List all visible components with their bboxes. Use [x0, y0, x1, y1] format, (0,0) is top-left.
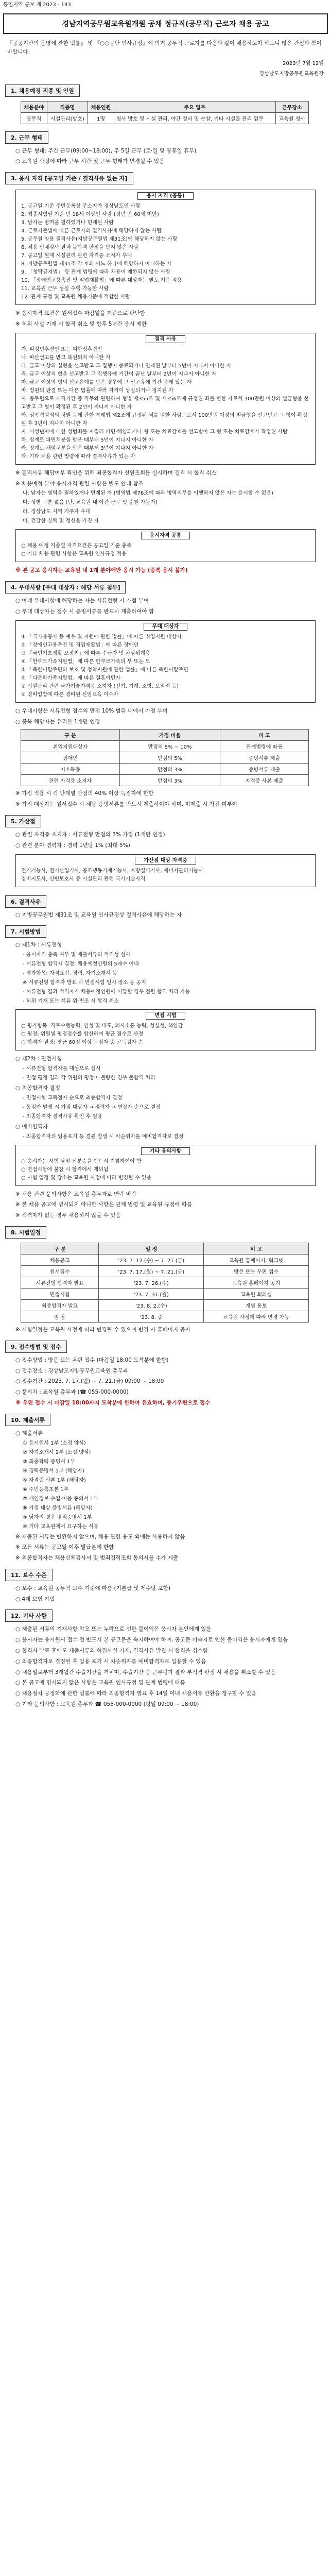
table-cell: '23. 7. 12.(수) ~ 7. 21.(금)	[99, 1254, 204, 1265]
list-item: ○ 최종합격자 결정	[15, 1084, 60, 1091]
list-item: ① 「국가유공자 등 예우 및 지원에 관한 법률」에 따른 취업지원 대상자	[21, 634, 182, 640]
table-row	[21, 741, 309, 752]
list-item: ○ 합격자 결정: 평균 60점 이상 득점자 중 고득점자 순	[21, 1040, 143, 1046]
list-item: 7. 공고일 현재 시설관리 관련 자격증 소지자 우대	[21, 253, 132, 259]
eligibility-box	[15, 190, 316, 305]
section-header: 10. 제출서류	[5, 1414, 50, 1426]
table-header: 비 고	[220, 730, 308, 741]
list-item: ⑤ 「북한이탈주민의 보호 및 정착지원에 관한 법률」에 따른 북한이탈주민	[21, 667, 188, 673]
list-item: 11. 교육원 근무 성실 수행 가능한 사람	[21, 286, 109, 292]
list-item: ○ 문의처 : 교육원 총무과 (☎ 055-000-0000)	[15, 1389, 129, 1396]
table-row	[21, 752, 309, 764]
table-cell: 공무직	[21, 112, 47, 124]
table-cell: 만점의 5% ~ 10%	[120, 741, 220, 752]
section-header: 5. 가산점	[5, 815, 41, 827]
table-cell: 교육원 회의실	[204, 1288, 309, 1299]
section-header: 1. 채용예정 직종 및 인원	[5, 84, 80, 97]
intro-text: 『공공기관의 운영에 관한 법률』 및 『○○공단 인사규정』에 의거 공무직 근로자를 다음과 같이 채용하고자 하오니 많은 관심과 참여 바랍니다.	[7, 40, 322, 55]
list-item: ○ 채용일로부터 3개월간 수습기간을 거치며, 수습기간 중 근무평가 결과 부적격 판정 시 채용을 취소할 수 있음	[15, 1669, 276, 1675]
list-item: ○ 응시자는 응시원서 접수 전 반드시 본 공고문을 숙지하여야 하며, 공고문 미숙지로 인한 불이익은 응시자에게 있음	[15, 1637, 288, 1643]
table-row	[21, 1254, 309, 1265]
list-item: - 허위 기재 또는 서류 위·변조 시 합격 취소	[23, 998, 119, 1005]
list-item: - 서류전형 합격자 결정: 채용예정인원의 5배수 이내	[23, 961, 139, 968]
list-item: ※ 결격사유 해당여부 확인을 위해 최종합격자 신원조회를 실시하며 결격 시 합격 취소	[15, 469, 217, 476]
list-item: ○ 평가항목: 직무수행능력, 인성 및 태도, 의사소통 능력, 성실성, 책임감	[21, 1023, 183, 1029]
table-cell: 만점의 3%	[120, 764, 220, 775]
list-item: ○ 예비합격자	[15, 1123, 48, 1130]
list-item: ○ 채용 예정 직종별 자격요건은 공고일 기준 충족	[21, 543, 132, 549]
list-item: ※ 채용 관련 문의사항은 교육원 총무과로 연락 바람	[15, 1191, 137, 1197]
table-cell: 방문 또는 우편 접수	[204, 1265, 309, 1277]
list-item: ※ 응시자격 요건은 원서접수 마감일을 기준으로 판단함	[15, 310, 145, 317]
list-item: ○ 중복 해당자는 유리한 1개만 인정	[15, 718, 100, 725]
list-item: 라. 금고 이상의 형을 선고받고 그 집행유예 기간이 끝난 날부터 2년이 지나지 아니한 자	[21, 371, 217, 377]
list-item: ○ 아래 우대사항에 해당하는 자는 서류전형 시 가점 부여	[15, 598, 149, 604]
table-cell: 최종합격자 발표	[21, 1299, 99, 1311]
list-item: 자. 미성년자에 대한 성범죄를 저질러 파면·해임되거나 형 또는 치료감호를 선고받아 그 형 또는 치료감호가 확정된 사람	[21, 429, 288, 435]
list-item: ○ 4대 보험 가입	[15, 1596, 55, 1602]
list-item: 마. 건강한 신체 및 정신을 가진 자	[23, 518, 99, 524]
list-item: - 면접시험 고득점자 순으로 최종합격자 결정	[23, 1095, 123, 1101]
list-item: ⑤ 자격증 사본 1부 (해당자)	[23, 1477, 86, 1483]
table-row	[21, 1265, 309, 1277]
list-item: ○ 관련 분야 경력자 : 경력 1년당 1% (최대 5%)	[15, 842, 130, 849]
box-title: 면접 시험	[146, 1012, 185, 1020]
table-row	[21, 775, 309, 786]
list-item: ※ 본 채용 공고에 명시되지 아니한 사항은 관계 법령 및 교육원 규정에 따름	[15, 1201, 192, 1208]
table-row	[21, 1299, 309, 1311]
list-item: ○ 시험 일정 및 장소는 교육원 사정에 따라 변경될 수 있음	[21, 1175, 152, 1181]
section-header: 2. 근무 형태	[5, 131, 48, 144]
table-header: 가점 비율	[120, 730, 220, 741]
list-item: ○ 접수장소 : 경상남도지방공무원교육원 총무과	[15, 1367, 128, 1374]
table-cell: 교육원 홈페이지 공지	[204, 1277, 309, 1288]
list-item: ○ 최종합격자로 결정된 후 임용 포기 시 차순위자를 예비합격자로 임용할 수 있음	[15, 1658, 206, 1665]
section-header: 8. 시험일정	[5, 1226, 46, 1239]
list-item: ※ 최종합격자는 채용신체검사서 및 범죄경력조회 동의서를 추가 제출	[15, 1555, 179, 1562]
issuing-agency: 경상남도지방공무원교육원장	[259, 71, 324, 77]
table-cell: 청사 방호 및 시설 관리, 야간 경비 및 순찰, 기타 시설물 관리 업무	[114, 112, 275, 124]
table-cell: 임 용	[21, 1311, 99, 1322]
table-cell: 증빙서류 제출	[220, 752, 308, 764]
page-title: 경남지역공무원교육원개원 공채 정규직(공무직) 근로자 채용 공고	[3, 13, 328, 34]
list-item: ○ 제출서류	[15, 1430, 43, 1436]
table-header: 일 정	[99, 1243, 204, 1254]
table-row	[21, 764, 309, 775]
table-cell: 장애인	[21, 752, 120, 764]
section-header: 12. 기타 사항	[5, 1609, 53, 1622]
list-item: ※ 채용예정 분야 응시자격 관련 사항은 별도 안내 참조	[15, 480, 144, 487]
list-item: ○ 합격자 발표 후에도 제출서류의 허위사실 기재, 결격사유 발견 시 합격을 취소함	[15, 1648, 208, 1654]
table-header: 채용인원	[88, 101, 114, 112]
section-header: 3. 응시 자격 [공고일 기준 / 결격사유 없는 자]	[5, 172, 133, 184]
list-item: 다. 금고 이상의 실형을 선고받고 그 집행이 종료되거나 면제된 날부터 5년이 지나지 아니한 자	[21, 363, 232, 369]
list-item: ⑧ 경비업법에 따른 경비원 신임교육 이수자	[21, 691, 119, 698]
list-item: - 평가항목: 자격요건, 경력, 자기소개서 등	[23, 971, 117, 977]
list-item: ※ 가점 대상자는 원서접수 시 해당 증빙서류를 반드시 제출하여야 하며, 미제출 시 가점 미부여	[15, 801, 237, 808]
list-item: 12. 관계 규정 및 교육원 채용기준에 적합한 사람	[21, 294, 131, 300]
table-cell: 교육원 사정에 따라 변경 가능	[204, 1311, 309, 1322]
list-item: - 면접 평정 결과 각 위원의 평정이 불량한 경우 불합격 처리	[23, 1075, 155, 1081]
list-item: 전기기능사, 전기산업기사, 공조냉동기계기능사, 소방설비기사, 에너지관리기능사	[21, 868, 203, 874]
table-header: 구 분	[21, 1243, 99, 1254]
table-cell: 개별 통보	[204, 1299, 309, 1311]
list-item: ③ 「국민기초생활 보장법」에 따른 수급자 및 차상위계층	[21, 650, 150, 656]
bonus-table	[21, 729, 309, 786]
table-cell: 만점의 5%	[120, 752, 220, 764]
list-item: ○ 면접시험에 불참 시 합격에서 제외됨	[21, 1166, 109, 1173]
table-cell: 저소득층	[21, 764, 120, 775]
table-cell: '23. 8. 중	[99, 1311, 204, 1322]
list-item: 8. 지방공무원법 제31조 각 호의 어느 하나에 해당하지 아니하는 자	[21, 261, 172, 267]
list-item: ○ 제2차 : 면접시험	[15, 1056, 62, 1062]
list-item: ⑧ 가점 대상 증빙서류 (해당자)	[23, 1505, 93, 1511]
list-item: 6. 채용 신체검사 결과 불합격 판정을 받지 않은 사람	[21, 245, 139, 251]
table-cell: 관계법령에 따름	[220, 741, 308, 752]
common-notice-box	[15, 529, 316, 562]
table-cell: 관련 자격증 소지자	[21, 775, 120, 786]
list-item: 2. 최종시험일 기준 만 18세 이상인 사람 (정년 만 60세 미만)	[21, 212, 159, 218]
table-row	[21, 1288, 309, 1299]
list-item: ③ 최종학력 증명서 1부	[23, 1459, 76, 1465]
table-cell: 증빙서류 제출	[220, 764, 308, 775]
box-title: 응시 자격 (공통)	[137, 192, 193, 200]
preference-box	[15, 620, 316, 703]
list-item: ○ 근무 형태: 주간 근무(09:00~18:00), 주 5일 근무 (토·일 및 공휴일 휴무)	[15, 147, 197, 154]
table-cell: '23. 7. 17.(월) ~ 7. 21.(금)	[99, 1265, 204, 1277]
table-header: 직종명	[47, 101, 88, 112]
table-cell: 교육원 청사	[275, 112, 308, 124]
box-title: 우대 대상자	[144, 623, 188, 631]
section-header: 11. 보수 수준	[5, 1569, 53, 1581]
disqualification-box	[15, 333, 316, 465]
table-cell: '23. 8. 2.(수)	[99, 1299, 204, 1311]
list-item: 라. 경상남도 지역 거주자 우대	[23, 509, 91, 515]
list-item: ② 자기소개서 1부 (소정 양식)	[23, 1449, 91, 1455]
table-cell: 서류전형 합격자 발표	[21, 1277, 99, 1288]
notice-date: 2023년 7월 12일	[283, 60, 324, 66]
list-item: 경비지도사, 신변보호사 등 시설관리 관련 국가기술자격	[21, 876, 146, 882]
list-item: ○ 교육원 사정에 따라 근무 시간 및 근무 형태가 변경될 수 있음	[15, 158, 165, 165]
bulletin-number: 통영지역 공보 제 2023 - 143	[3, 2, 71, 8]
table-header: 주요 업무	[114, 101, 275, 112]
box-title: 기타 유의사항	[141, 1147, 190, 1155]
list-item: 마. 금고 이상의 형의 선고유예를 받은 경우에 그 선고유예 기간 중에 있는 자	[21, 379, 192, 385]
table-header: 근무장소	[275, 101, 308, 112]
table-cell: 면접시험	[21, 1288, 99, 1299]
table-cell: 취업지원대상자	[21, 741, 120, 752]
list-item: 10. 「장애인고용촉진 및 직업재활법」에 따른 대상자는 별도 기준 적용	[21, 278, 182, 284]
list-item: 나. 파산선고를 받고 복권되지 아니한 자	[21, 354, 111, 361]
table-header: 구 분	[21, 730, 120, 741]
table-row	[21, 1311, 309, 1322]
table-cell: 원서접수	[21, 1265, 99, 1277]
table-header: 비 고	[204, 1243, 309, 1254]
list-item: ○ 보수 : 교육원 공무직 보수 기준에 따름 (기본급 및 제수당 포함)	[15, 1585, 171, 1591]
list-item: 가. 피성년후견인 또는 피한정후견인	[21, 346, 102, 352]
table-row	[21, 112, 309, 124]
list-item: ※ 적격자가 없는 경우 채용하지 않을 수 있음	[15, 1212, 121, 1219]
list-item: ※ 허위 사실 기재 시 합격 취소 및 향후 5년간 응시 제한	[15, 320, 147, 327]
table-cell: '23. 7. 26.(수)	[99, 1277, 204, 1288]
table-cell: 자격증 사본 제출	[220, 775, 308, 786]
list-item: 다. 성별 구분 없음 (단, 교육원 내 야간 근무 및 순찰 가능자)	[23, 500, 158, 506]
list-item: 3. 남자는 병역을 필하였거나 면제된 사람	[21, 220, 114, 226]
list-item: ① 응시원서 1부 (소정 양식)	[23, 1440, 86, 1446]
list-item: ⑥ 주민등록초본 1부	[23, 1486, 69, 1493]
list-item: - 최종합격자 결격사유 확인 후 임용	[23, 1113, 102, 1120]
list-item: - 최종합격자의 임용포기 등 결원 발생 시 차순위자를 예비합격자로 결정	[23, 1133, 184, 1140]
bonus-cert-box	[15, 854, 316, 887]
table-header: 채용분야	[21, 101, 47, 112]
list-item: ○ 채용절차 공정화에 관한 법률에 따라 최종합격자 발표 후 14일 이내 채용서류 반환을 청구할 수 있음	[15, 1690, 257, 1697]
list-item: - 응시자격 충족 여부 및 제출서류의 적격성 심사	[23, 952, 131, 958]
box-title: 결격 사유	[146, 335, 185, 343]
list-item: 9. 「청탁금지법」 등 관계 법령에 따라 채용이 제한되지 않는 사람	[21, 269, 170, 276]
section-header: 4. 우대사항 [우대 대상자 : 해당 서류 첨부]	[5, 581, 126, 594]
list-item: - 서류전형 결과 적격자가 채용예정인원에 미달할 경우 전원 합격 처리 가능	[23, 989, 190, 995]
section-header: 9. 접수방법 및 접수	[5, 1341, 67, 1353]
list-item: ○ 평정: 위원별 평정점수를 합산하여 평균 점수로 산정	[21, 1031, 144, 1038]
list-item: ○ 우대사항은 서류전형 점수의 만점 10% 범위 내에서 가점 부여	[15, 707, 168, 714]
list-item: 바. 법원의 판결 또는 다른 법률에 따라 자격이 상실되거나 정지된 자	[21, 387, 173, 394]
list-item: ⑦ 개인정보 수집·이용 동의서 1부	[23, 1496, 99, 1502]
list-item: ○ 제1차 : 서류전형	[15, 942, 62, 948]
schedule-table	[21, 1243, 309, 1323]
list-item: - 서류전형 합격자를 대상으로 실시	[23, 1065, 101, 1072]
list-item: ○ 응시자는 시험 당일 신분증을 반드시 지참하여야 함	[21, 1158, 142, 1164]
section-header: 6. 결격사유	[5, 895, 46, 908]
list-item: ※ 시험일정은 교육원 사정에 따라 변경될 수 있으며 변경 시 홈페이지 공지	[15, 1326, 190, 1333]
list-item: 1. 공고일 기준 주민등록상 주소지가 경상남도인 사람	[21, 204, 141, 210]
table-cell: 교육원 홈페이지, 워크넷	[204, 1254, 309, 1265]
list-item: ※ 제출된 서류는 반환하지 않으며, 채용 관련 용도 외에는 사용하지 않음	[15, 1533, 185, 1540]
list-item: ⑨ 남자의 경우 병적증명서 1부	[23, 1514, 92, 1520]
table-cell: 만점의 3%	[120, 775, 220, 786]
list-item: ④ 「한부모가족지원법」에 따른 한부모가족의 부 또는 모	[21, 658, 150, 665]
list-item: ④ 경력증명서 1부 (해당자)	[23, 1468, 84, 1474]
list-item: ※ 서류전형 합격자 발표 시 면접시험 일시·장소 등 공지	[23, 980, 146, 986]
list-item: ※ 모든 서류는 공고일 이후 발급분에 한함	[15, 1544, 114, 1551]
list-item: ○ 제출된 서류의 기재사항 착오 또는 누락으로 인한 불이익은 응시자 본인에게 있음	[15, 1626, 212, 1633]
list-item: ○ 기타 채용 관련 사항은 교육원 인사규정 적용	[21, 551, 127, 557]
list-item: 카. 징계로 해임처분을 받은 때부터 3년이 지나지 아니한 자	[21, 445, 154, 451]
list-item: ⑥ 「다문화가족지원법」에 따른 결혼이민자	[21, 675, 121, 681]
table-row	[21, 1277, 309, 1288]
list-item: 타. 기타 채용 관련 법령에 따라 결격사유가 있는 자	[21, 453, 135, 460]
list-item: 5. 공무원 임용 결격사유(지방공무원법 제31조)에 해당하지 않는 사람	[21, 236, 178, 243]
section-header: 7. 시험방법	[5, 925, 46, 938]
list-item: 아. 성폭력범죄의 처벌 등에 관한 특례법 제2조에 규정된 죄를 범한 사람으로서 100만원 이상의 벌금형을 선고받고 그 형이 확정된 후 3년이 지나지 아니한 자	[21, 412, 308, 427]
list-item: ○ 관련 자격증 소지자 : 서류전형 만점의 3% 가점 (1개만 인정)	[15, 831, 165, 838]
list-item: ※ 가점 적용 시 각 단계별 만점의 40% 이상 득점자에 한함	[15, 790, 154, 797]
warning-text: ※ 우편 접수 시 마감일 18:00까지 도착분에 한하여 유효하며, 등기우편으로 접수	[15, 1399, 211, 1406]
table-cell: '23. 7. 31.(월)	[99, 1288, 204, 1299]
list-item: ② 「장애인고용촉진 및 직업재활법」에 따른 장애인	[21, 642, 139, 648]
list-item: - 동점자 발생 시 가점 대상자 → 경력자 → 연장자 순으로 결정	[23, 1104, 161, 1110]
list-item: ○ 본 공고에 명시되지 않은 사항은 교육원 인사규정 및 관계 법령에 따름	[15, 1680, 185, 1686]
list-item: ○ 접수방법 : 방문 또는 우편 접수 (마감일 18:00 도착분에 한함)	[15, 1357, 169, 1363]
list-item: ○ 접수기간 : 2023. 7. 17.(월) ~ 7. 21.(금) 09:00 ~ 18:00	[15, 1378, 164, 1385]
notes-box	[15, 1145, 316, 1186]
interview-box	[15, 1009, 316, 1050]
list-item: ⑦ 시설관리 관련 국가기술자격증 소지자 (전기, 기계, 소방, 보일러 등)	[21, 683, 179, 689]
contact-info: ○ 기타 문의사항 : 교육원 총무과 ☎ 055-000-0000 (평일 09:00 ~ 18:00)	[15, 1701, 199, 1708]
list-item: ○ 지방공무원법 제31조 및 교육원 인사규정상 결격사유에 해당하는 자	[15, 911, 182, 918]
list-item: 4. 근로기준법에 따른 근로자의 결격사유에 해당하지 않는 사람	[21, 228, 162, 234]
list-item: 차. 징계로 파면처분을 받은 때부터 5년이 지나지 아니한 자	[21, 437, 154, 443]
list-item: 나. 남자는 병역을 필하였거나 면제된 자 (병역법 제76조에 따라 병역의무를 이행하지 않은 자는 응시할 수 없음)	[23, 490, 273, 497]
list-item: 사. 공무원으로 재직기간 중 직무와 관련하여 형법 제355조 및 제356조에 규정된 죄를 범한 자로서 300만원 이상의 벌금형을 선고받고 그 형이 확정된 후 2년이 지나지 아니한 자	[21, 396, 309, 410]
box-title: 응시자격 공통	[141, 532, 190, 539]
list-item: ⑩ 기타 교육원에서 요구하는 서류	[23, 1523, 99, 1530]
list-item: ○ 우대 대상자는 접수 시 증빙서류를 반드시 제출하여야 함	[15, 608, 154, 615]
table-cell: 채용공고	[21, 1254, 99, 1265]
table-cell: 시설관리(방호)	[47, 112, 88, 124]
box-title: 가산점 대상 자격증	[135, 857, 196, 865]
warning-text: ※ 본 공고 응시자는 교육원 내 1개 분야에만 응시 가능 (중복 응시 불가)	[15, 567, 188, 574]
table-cell: 1명	[88, 112, 114, 124]
positions-table	[21, 101, 309, 124]
